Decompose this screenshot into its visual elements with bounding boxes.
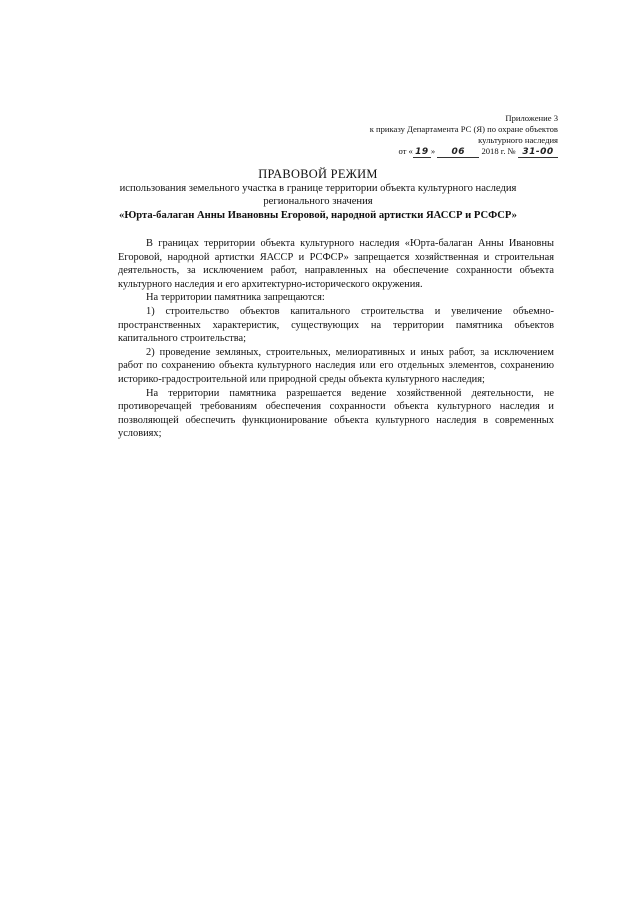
handwritten-month: 06 <box>437 147 479 158</box>
document-title: ПРАВОВОЙ РЕЖИМ <box>258 167 378 181</box>
body-paragraph: 1) строительство объектов капитального строительства и увеличение объемно-пространственных характеристик, существующих на территории памятника объектов капитального строительства; <box>118 305 554 345</box>
date-year: 2018 г. № <box>481 146 516 156</box>
document-subtitle-line1: использования земельного участка в границе территории объекта культурного наследия <box>119 183 517 194</box>
date-separator: » <box>430 146 436 156</box>
appendix-order-reference-cont: культурного наследия <box>478 135 558 145</box>
body-paragraph: На территории памятника запрещаются: <box>146 292 325 304</box>
body-paragraph: 2) проведение земляных, строительных, мелиоративных и иных работ, за исключением работ по сохранению объекта культурного наследия или его отдельных элементов, сохранению историко-градостроительной или природной среды объекта культурного наследия; <box>118 346 554 385</box>
body-paragraph: В границах территории объекта культурного наследия «Юрта-балаган Анны Ивановны Егоровой, народной артистки ЯАССР и РСФСР» запрещается хозяйственная и строительная деятельность, за исключением работ, направленных на обеспечение сохранности объекта культурного наследия и его архитектурно-исторического окружения. <box>118 238 554 290</box>
handwritten-day: 19 <box>413 147 431 158</box>
heritage-object-name: «Юрта-балаган Анны Ивановны Егоровой, народной артистки ЯАССР и РСФСР» <box>119 210 517 221</box>
date-prefix: от « <box>398 146 413 156</box>
appendix-date-line <box>298 146 558 158</box>
document-subtitle-line2: регионального значения <box>263 196 373 207</box>
document-body <box>118 237 554 441</box>
handwritten-document-number: 31-00 <box>518 147 558 158</box>
body-paragraph: На территории памятника разрешается ведение хозяйственной деятельности, не противоречащей требованиям обеспечения сохранности объекта культурного наследия и позволяющей обеспечить функционирование объекта культурного наследия в современных условиях; <box>118 387 554 440</box>
appendix-order-reference: к приказу Департамента РС (Я) по охране объектов <box>369 124 558 134</box>
appendix-number: Приложение 3 <box>505 113 558 123</box>
appendix-header <box>298 113 558 158</box>
